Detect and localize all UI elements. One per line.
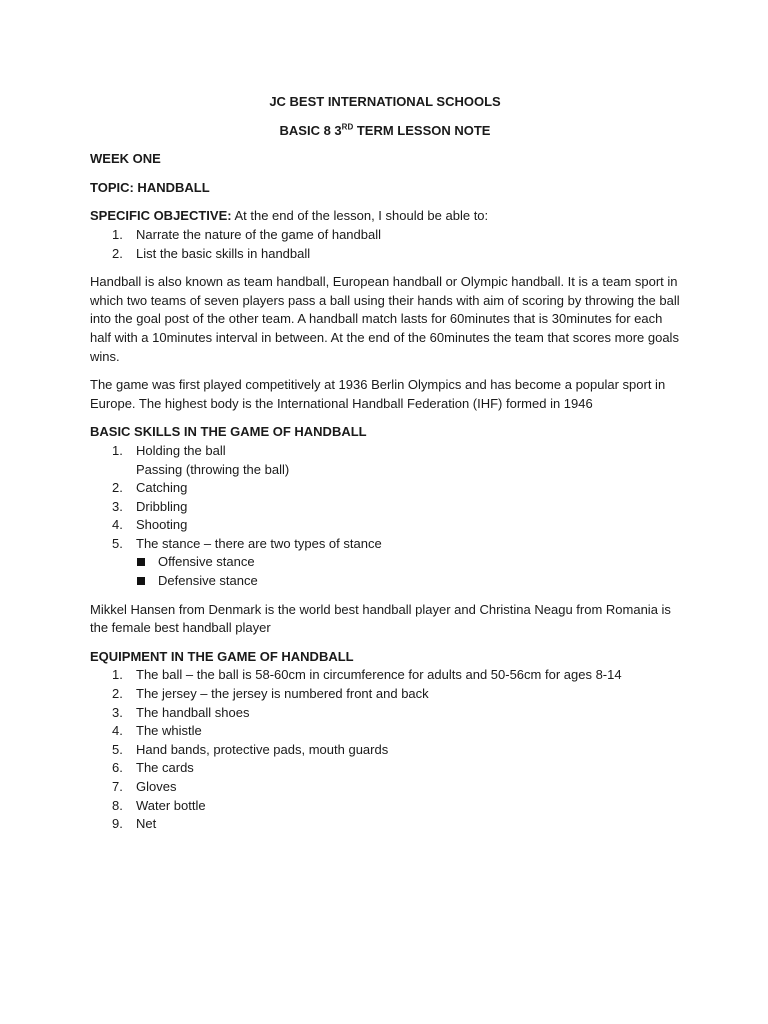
list-item bbox=[90, 226, 680, 245]
square-bullet-icon bbox=[137, 577, 145, 585]
list-text: Gloves bbox=[136, 779, 177, 794]
topic-label: TOPIC: HANDBALL bbox=[90, 179, 210, 195]
players-paragraph: Mikkel Hansen from Denmark is the world best handball player and Christina Neagu from Romania is the female best handball player bbox=[90, 601, 671, 636]
list-number: 7. bbox=[112, 779, 123, 794]
list-text: Passing (throwing the ball) bbox=[136, 461, 290, 477]
list-number: 1. bbox=[112, 442, 123, 458]
list-text: The jersey – the jersey is numbered front and back bbox=[136, 686, 429, 702]
list-number: 9. bbox=[112, 816, 123, 832]
bullet-text: Offensive stance bbox=[158, 554, 255, 570]
list-text: Dribbling bbox=[136, 498, 188, 514]
list-number: 1. bbox=[112, 226, 123, 242]
list-number: 4. bbox=[112, 517, 123, 533]
list-text: Hand bands, protective pads, mouth guards bbox=[136, 741, 389, 757]
list-text: Holding the ball bbox=[136, 442, 226, 458]
list-number: 8. bbox=[112, 797, 123, 813]
list-item bbox=[90, 535, 680, 554]
equipment-heading: EQUIPMENT IN THE GAME OF HANDBALL bbox=[90, 648, 354, 664]
square-bullet-icon bbox=[137, 558, 145, 566]
objective-label: SPECIFIC OBJECTIVE: bbox=[90, 208, 232, 224]
bullet-item bbox=[90, 572, 680, 591]
list-number: 5. bbox=[112, 741, 123, 757]
list-item bbox=[90, 666, 680, 685]
bullet-item bbox=[90, 553, 680, 572]
equipment-list bbox=[90, 666, 680, 833]
list-text: The stance – there are two types of stance bbox=[136, 535, 382, 551]
list-number: 3. bbox=[112, 704, 123, 720]
list-item bbox=[90, 741, 680, 760]
objective-line bbox=[90, 207, 680, 226]
list-item bbox=[90, 245, 680, 264]
list-number: 1. bbox=[112, 667, 123, 683]
school-name: JC BEST INTERNATIONAL SCHOOLS bbox=[269, 94, 501, 109]
list-text: The cards bbox=[136, 760, 194, 776]
list-item bbox=[90, 479, 680, 498]
list-text: List the basic skills in handball bbox=[136, 245, 311, 261]
list-text: Net bbox=[136, 816, 157, 832]
bullet-text: Defensive stance bbox=[158, 573, 258, 589]
skills-heading: BASIC SKILLS IN THE GAME OF HANDBALL bbox=[90, 424, 367, 440]
list-item bbox=[90, 722, 680, 741]
lesson-note-body bbox=[90, 93, 680, 834]
list-item bbox=[90, 797, 680, 816]
note-title-sup: RD bbox=[341, 122, 354, 132]
list-item bbox=[90, 815, 680, 834]
list-item bbox=[90, 759, 680, 778]
week-label: WEEK ONE bbox=[90, 151, 161, 167]
list-item bbox=[90, 704, 680, 723]
list-item bbox=[90, 442, 680, 461]
note-title-pre: BASIC 8 3 bbox=[279, 122, 342, 138]
list-item bbox=[90, 498, 680, 517]
list-number: 5. bbox=[112, 535, 123, 551]
list-number: 2. bbox=[112, 686, 123, 702]
list-item bbox=[90, 778, 680, 797]
list-item bbox=[90, 516, 680, 535]
list-text: Water bottle bbox=[136, 797, 206, 813]
intro-paragraph: Handball is also known as team handball, European handball or Olympic handball. It is a team sport in which two teams of seven players pass a ball using their hands with aim of scoring by throwing the ball into the goal post of the other team. A handball match lasts for 60minutes that is 30minutes for each half with a 10minutes interval in between. At the end of the 60minutes the team that scores more goals wins. bbox=[90, 274, 680, 364]
list-item bbox=[90, 461, 680, 480]
skills-list bbox=[90, 442, 680, 591]
list-number: 2. bbox=[112, 480, 123, 496]
objectives-list bbox=[90, 226, 680, 263]
list-item bbox=[90, 685, 680, 704]
list-text: The handball shoes bbox=[136, 704, 250, 720]
list-number: 2. bbox=[112, 245, 123, 261]
note-title-post: TERM LESSON NOTE bbox=[353, 122, 491, 138]
list-text: Narrate the nature of the game of handball bbox=[136, 226, 381, 242]
list-number: 6. bbox=[112, 760, 123, 776]
history-paragraph: The game was first played competitively at 1936 Berlin Olympics and has become a popular sport in Europe. The highest body is the International Handball Federation (IHF) formed in 1946 bbox=[90, 377, 666, 411]
list-text: Catching bbox=[136, 480, 188, 496]
list-text: The whistle bbox=[136, 723, 202, 739]
list-number: 3. bbox=[112, 498, 123, 514]
list-text: The ball – the ball is 58-60cm in circumference for adults and 50-56cm for ages 8-14 bbox=[136, 667, 622, 683]
objective-text: At the end of the lesson, I should be able to: bbox=[231, 208, 489, 224]
note-title bbox=[90, 122, 680, 141]
list-text: Shooting bbox=[136, 517, 188, 533]
list-number: 4. bbox=[112, 723, 123, 739]
